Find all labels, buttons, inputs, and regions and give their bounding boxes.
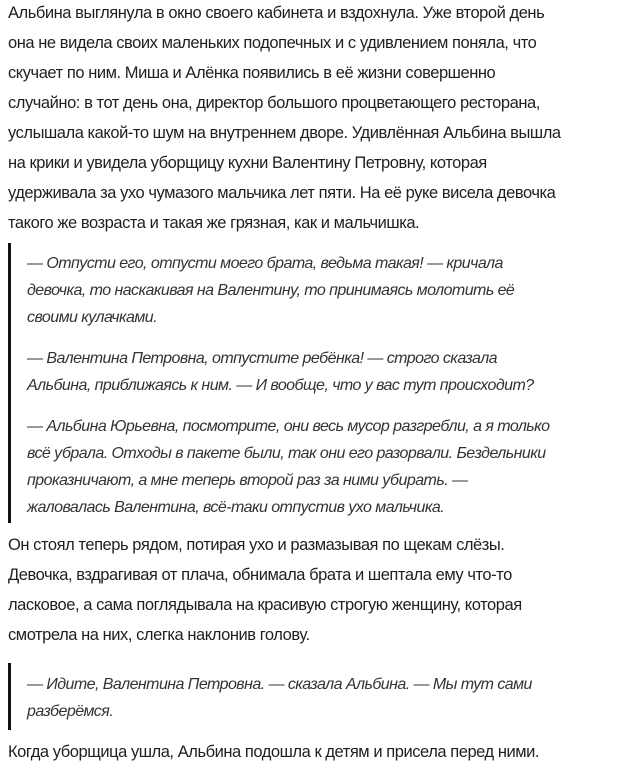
text-line: — Альбина Юрьевна, посмотрите, они весь мусор разгребли, а я только — [27, 418, 550, 435]
paragraph-middle — [8, 530, 522, 650]
text-line: случайно: в тот день она, директор большого процветающего ресторана, — [8, 94, 540, 112]
quote-paragraph — [27, 250, 550, 331]
paragraph-closing — [8, 737, 539, 767]
text-line: скучает по ним. Миша и Алёнка появились в её жизни совершенно — [8, 64, 496, 82]
text-line: Он стоял теперь рядом, потирая ухо и размазывая по щекам слёзы. — [8, 536, 505, 554]
text-line: — Идите, Валентина Петровна. — сказала Альбина. — Мы тут сами — [27, 676, 532, 693]
text-line: Альбина, приближаясь к ним. — И вообще, что у вас тут происходит? — [27, 377, 534, 394]
text-line: на крики и увидела уборщицу кухни Валентину Петровну, которая — [8, 154, 487, 172]
blockquote-dialogue-2 — [8, 663, 532, 730]
text-line: Альбина выглянула в окно своего кабинета и вздохнула. Уже второй день — [8, 4, 545, 22]
text-line: смотрела на них, слегка наклонив голову. — [8, 626, 310, 644]
text-line: разберёмся. — [27, 703, 114, 720]
text-line: Девочка, вздрагивая от плача, обнимала брата и шептала ему что-то — [8, 566, 512, 584]
text-line: своими кулачками. — [27, 309, 158, 326]
text-line: удерживала за ухо чумазого мальчика лет пяти. На её руке висела девочка — [8, 184, 556, 202]
text-line: девочка, то наскакивая на Валентину, то принимаясь молотить её — [27, 282, 515, 299]
text-line: — Отпусти его, отпусти моего брата, ведьма такая! — кричала — [27, 255, 503, 272]
blockquote-dialogue-1 — [8, 243, 550, 523]
text-line: ласковое, а сама поглядывала на красивую строгую женщину, которая — [8, 596, 522, 614]
text-line: проказничают, а мне теперь второй раз за ними убирать. — — [27, 472, 468, 489]
text-line: всё убрала. Отходы в пакете были, так они его разорвали. Бездельники — [27, 445, 546, 462]
text-line: такого же возраста и такая же грязная, как и мальчишка. — [8, 214, 420, 232]
text-line: жаловалась Валентина, всё-таки отпустив ухо мальчика. — [27, 499, 445, 516]
quote-paragraph — [27, 345, 550, 399]
paragraph-intro — [8, 0, 561, 238]
quote-paragraph — [27, 413, 550, 521]
text-line: услышала какой-то шум на внутреннем дворе. Удивлённая Альбина вышла — [8, 124, 561, 142]
text-line: она не видела своих маленьких подопечных и с удивлением поняла, что — [8, 34, 537, 52]
quote-paragraph — [27, 671, 532, 725]
text-line: — Валентина Петровна, отпустите ребёнка! — строго сказала — [27, 350, 498, 367]
text-line: Когда уборщица ушла, Альбина подошла к детям и присела перед ними. — [8, 743, 540, 761]
